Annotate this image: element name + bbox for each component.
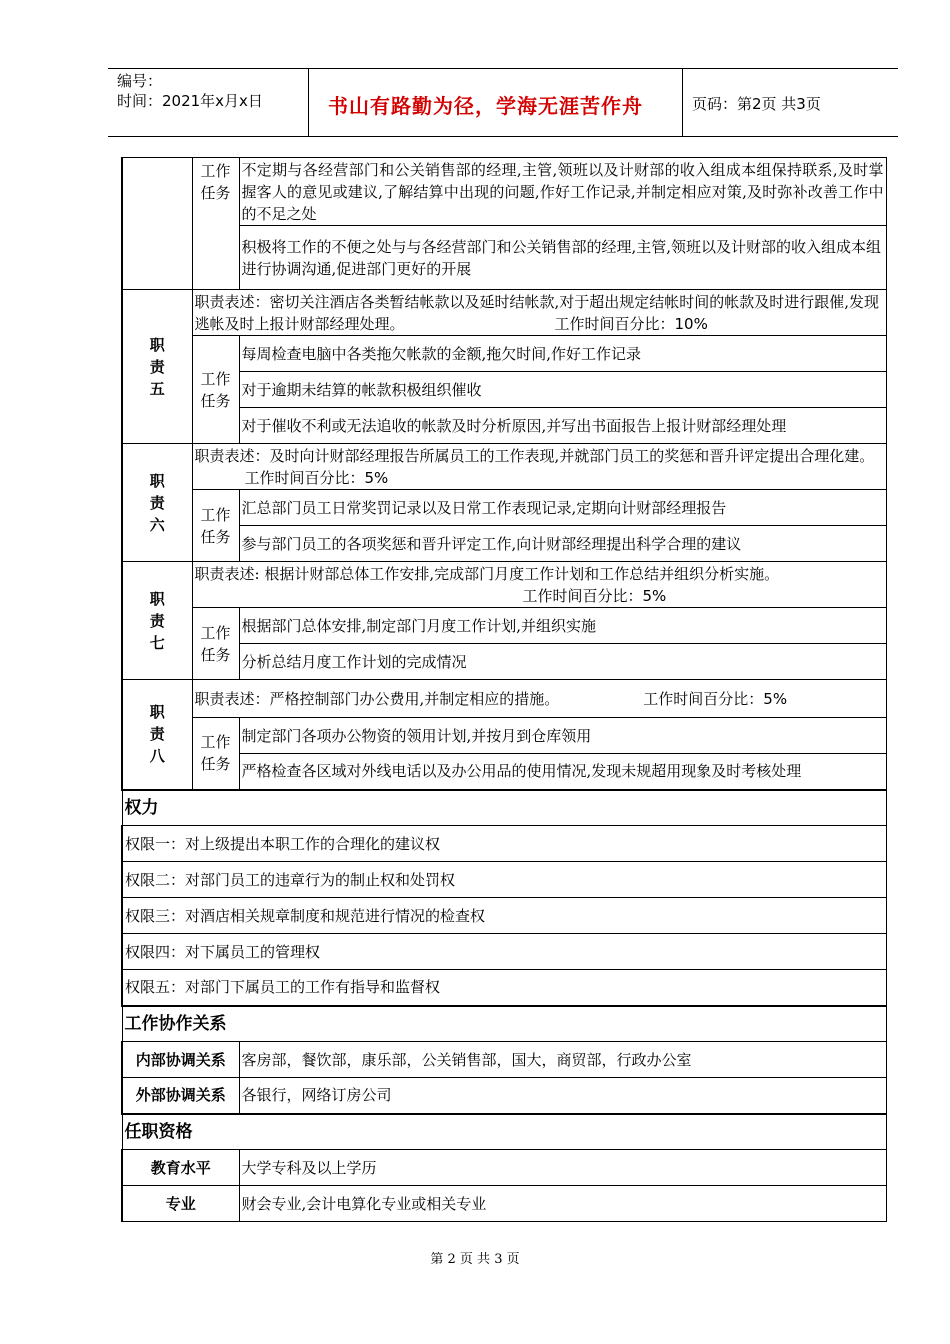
authority-title-row	[122, 790, 886, 826]
duty7-desc-row	[122, 562, 886, 608]
header-motto: 书山有路勤为径，学海无涯苦作舟	[328, 94, 643, 118]
duty7-task-row	[122, 608, 886, 644]
duty5-task-1: 每周检查电脑中各类拖欠帐款的金额,拖欠时间,作好工作记录	[239, 336, 886, 372]
duty8-task-2: 严格检查各区域对外线电话以及办公用品的使用情况,发现未规超用现象及时考核处理	[239, 754, 886, 790]
edu-value: 大学专科及以上学历	[239, 1150, 886, 1186]
authority-row	[122, 934, 886, 970]
duty6-desc-cell	[192, 444, 886, 490]
duty5-desc-cell	[192, 290, 886, 336]
duty5-task-2: 对于逾期未结算的帐款积极组织催收	[239, 372, 886, 408]
duty4-task-2: 积极将工作的不便之处与与各经营部门和公关销售部的经理,主管,领班以及计财部的收入组成本组进行协调沟通,促进部门更好的开展	[239, 226, 886, 290]
header-number: 编号：	[117, 72, 163, 90]
major-label: 专业	[122, 1186, 239, 1222]
duty8-desc-row	[122, 680, 886, 718]
cooperation-external-row	[122, 1078, 886, 1114]
duty6-desc-row	[122, 444, 886, 490]
duty4-task-label: 工作任务	[192, 158, 239, 290]
external-label: 外部协调关系	[122, 1078, 239, 1114]
duty5-task-3: 对于催收不利或无法追收的帐款及时分析原因,并写出书面报告上报计财部经理处理	[239, 408, 886, 444]
duty7-label: 职责七	[122, 562, 192, 680]
duty6-task-2: 参与部门员工的各项奖惩和晋升评定工作,向计财部经理提出科学合理的建议	[239, 526, 886, 562]
authority-row	[122, 862, 886, 898]
duty7-task-label: 工作任务	[192, 608, 239, 680]
header-top-rule	[108, 68, 898, 69]
duty6-task-label: 工作任务	[192, 490, 239, 562]
authority-item-2: 权限二：对部门员工的违章行为的制止权和处罚权	[122, 862, 886, 898]
authority-item-5: 权限五：对部门下属员工的工作有指导和监督权	[122, 970, 886, 1006]
authority-item-3: 权限三：对酒店相关规章制度和规范进行情况的检查权	[122, 898, 886, 934]
cooperation-internal-row	[122, 1042, 886, 1078]
duty7-desc-cell	[192, 562, 886, 608]
job-description-table	[121, 157, 887, 1222]
authority-row	[122, 970, 886, 1006]
duty8-task-1: 制定部门各项办公物资的领用计划,并按月到仓库领用	[239, 718, 886, 754]
duty7-task-2: 分析总结月度工作计划的完成情况	[239, 644, 886, 680]
duty8-task-row	[122, 718, 886, 754]
header-page-info: 页码：第2页 共3页	[692, 95, 821, 113]
qualification-title-row	[122, 1114, 886, 1150]
duty8-desc-cell	[192, 680, 886, 718]
external-value: 各银行，网络订房公司	[239, 1078, 886, 1114]
duty7-pct: 工作时间百分比：5%	[522, 586, 667, 605]
header-divider-left	[308, 68, 309, 136]
duty5-task-label: 工作任务	[192, 336, 239, 444]
internal-label: 内部协调关系	[122, 1042, 239, 1078]
qualification-title: 任职资格	[122, 1114, 886, 1150]
cooperation-title: 工作协作关系	[122, 1006, 886, 1042]
internal-value: 客房部，餐饮部，康乐部，公关销售部，国大，商贸部，行政办公室	[239, 1042, 886, 1078]
duty6-pct: 工作时间百分比：5%	[244, 468, 389, 487]
qualification-edu-row	[122, 1150, 886, 1186]
duty5-task-row	[122, 336, 886, 372]
qualification-major-row	[122, 1186, 886, 1222]
authority-item-4: 权限四：对下属员工的管理权	[122, 934, 886, 970]
header-divider-right	[682, 68, 683, 136]
authority-item-1: 权限一：对上级提出本职工作的合理化的建议权	[122, 826, 886, 862]
duty6-label: 职责六	[122, 444, 192, 562]
duty8-task-label: 工作任务	[192, 718, 239, 790]
duty7-desc: 职责表述: 根据计财部总体工作安排,完成部门月度工作计划和工作总结并组织分析实施。	[194, 564, 780, 583]
duty5-pct: 工作时间百分比：10%	[554, 314, 708, 333]
authority-row	[122, 898, 886, 934]
page-footer: 第 2 页 共 3 页	[430, 1252, 520, 1267]
duty5-desc-row	[122, 290, 886, 336]
duty5-label: 职责五	[122, 290, 192, 444]
duty4-task-row	[122, 158, 886, 226]
major-value: 财会专业,会计电算化专业或相关专业	[239, 1186, 886, 1222]
header-time: 时间：2021年x月x日	[117, 92, 263, 110]
header-bottom-rule	[108, 136, 898, 137]
edu-label: 教育水平	[122, 1150, 239, 1186]
duty6-desc: 职责表述：及时向计财部经理报告所属员工的工作表现,并就部门员工的奖惩和晋升评定提出合理化建。	[194, 446, 875, 465]
duty4-task-1: 不定期与各经营部门和公关销售部的经理,主管,领班以及计财部的收入组成本组保持联系,及时掌握客人的意见或建议,了解结算中出现的问题,作好工作记录,并制定相应对策,及时弥补改善工作中的不足之处	[239, 158, 886, 226]
authority-row	[122, 826, 886, 862]
duty8-desc: 职责表述：严格控制部门办公费用,并制定相应的措施。	[194, 689, 560, 708]
cooperation-title-row	[122, 1006, 886, 1042]
duty5-desc: 职责表述：密切关注酒店各类暂结帐款以及延时结帐款,对于超出规定结帐时间的帐款及时进行跟催,发现逃帐及时上报计财部经理处理。	[194, 292, 880, 333]
authority-title: 权力	[122, 790, 886, 826]
duty7-task-1: 根据部门总体安排,制定部门月度工作计划,并组织实施	[239, 608, 886, 644]
duty8-label: 职责八	[122, 680, 192, 790]
duty8-pct: 工作时间百分比：5%	[643, 689, 788, 708]
duty4-label-cell	[122, 158, 192, 290]
duty6-task-row	[122, 490, 886, 526]
duty6-task-1: 汇总部门员工日常奖罚记录以及日常工作表现记录,定期向计财部经理报告	[239, 490, 886, 526]
